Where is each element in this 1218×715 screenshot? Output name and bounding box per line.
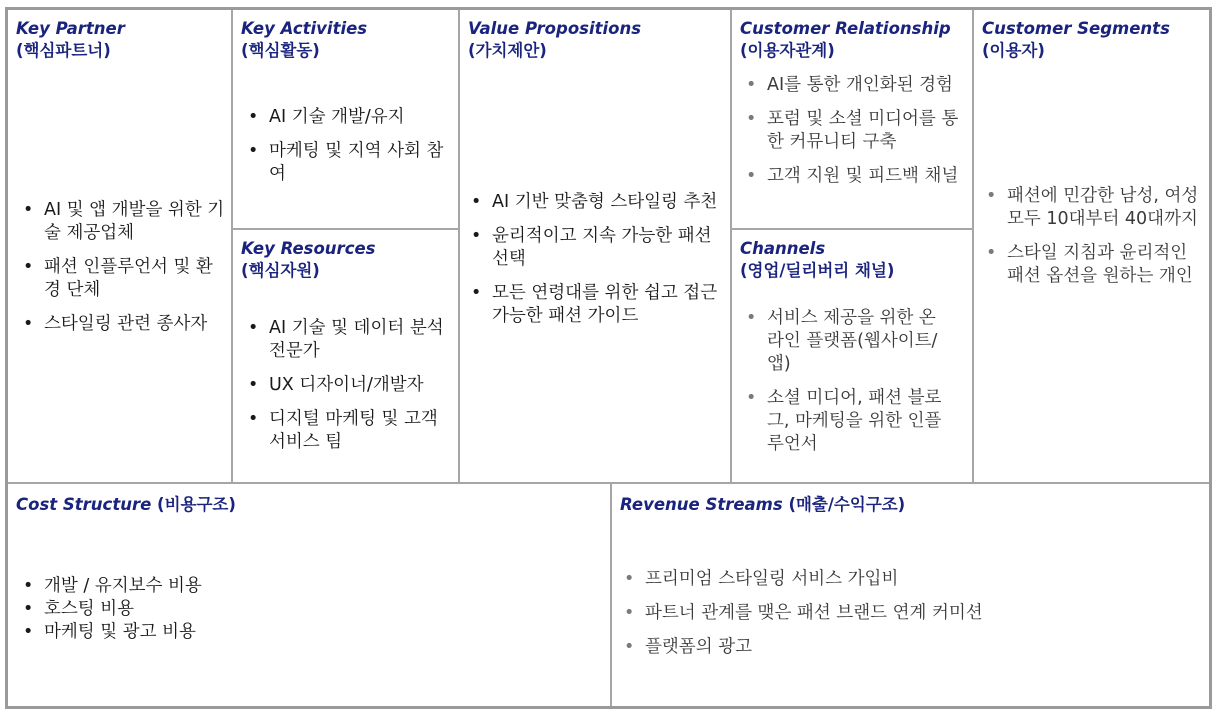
customer-relationship-title-ko: (이용자관계) — [740, 41, 835, 60]
key-resources-title — [241, 238, 375, 282]
channels-title-ko: (영업/딜리버리 채널) — [740, 261, 895, 280]
key-activities-title — [241, 18, 367, 62]
list-item: • 모든 연령대를 위한 쉽고 접근 가능한 패션 가이드 — [462, 282, 724, 328]
list-item: • 개발 / 유지보수 비용 — [14, 575, 574, 598]
business-model-canvas — [5, 7, 1212, 709]
key-partner-title-ko: (핵심파트너) — [16, 41, 111, 60]
cost-structure-list — [14, 575, 574, 644]
key-resources-list — [239, 317, 452, 465]
list-item: • 고객 지원 및 피드백 채널 — [737, 165, 969, 188]
channels-cell — [732, 230, 972, 482]
list-item: • 소셜 미디어, 패션 블로그, 마케팅을 위한 인플루언서 — [737, 387, 949, 456]
customer-segments-list — [977, 185, 1199, 299]
revenue-streams-cell — [612, 484, 1209, 706]
value-propositions-title — [468, 18, 641, 62]
customer-segments-title-en: Customer Segments — [982, 19, 1170, 38]
key-activities-title-ko: (핵심활동) — [241, 41, 320, 60]
key-resources-title-en: Key Resources — [241, 239, 376, 258]
value-propositions-list — [462, 191, 724, 339]
list-item: • 플랫폼의 광고 — [615, 636, 1185, 659]
customer-relationship-title — [740, 18, 951, 62]
list-item: • 마케팅 및 광고 비용 — [14, 621, 574, 644]
revenue-streams-list — [615, 568, 1185, 670]
value-propositions-title-en: Value Propositions — [468, 19, 642, 38]
list-item: • 포럼 및 소셜 미디어를 통한 커뮤니티 구축 — [737, 108, 969, 154]
key-resources-title-ko: (핵심자원) — [241, 261, 320, 280]
customer-relationship-cell — [732, 10, 972, 228]
customer-relationship-title-en: Customer Relationship — [740, 19, 951, 38]
list-item: • 서비스 제공을 위한 온라인 플랫폼(웹사이트/앱) — [737, 307, 949, 376]
list-item: • 호스팅 비용 — [14, 598, 574, 621]
list-item: • AI 및 앱 개발을 위한 기술 제공업체 — [14, 199, 228, 245]
channels-title — [740, 238, 894, 282]
key-activities-title-en: Key Activities — [241, 19, 368, 38]
key-partner-list — [14, 199, 228, 347]
revenue-streams-title-ko: (매출/수익구조) — [788, 495, 906, 514]
customer-segments-title — [982, 18, 1170, 62]
key-activities-list — [239, 106, 452, 197]
channels-title-en: Channels — [740, 239, 826, 258]
list-item: • 패션 인플루언서 및 환경 단체 — [14, 256, 228, 302]
list-item: • 스타일링 관련 종사자 — [14, 313, 228, 336]
list-item: • AI 기술 및 데이터 분석 전문가 — [239, 317, 452, 363]
cost-structure-title-ko: (비용구조) — [157, 495, 236, 514]
channels-list — [737, 307, 949, 467]
cost-structure-title-en: Cost Structure — [16, 495, 152, 514]
list-item: • 스타일 지침과 윤리적인 패션 옵션을 원하는 개인 — [977, 242, 1199, 288]
cost-structure-title — [16, 494, 236, 516]
list-item: • 마케팅 및 지역 사회 참여 — [239, 140, 452, 186]
customer-segments-title-ko: (이용자) — [982, 41, 1045, 60]
customer-relationship-list — [737, 74, 969, 199]
key-partner-cell — [8, 10, 231, 482]
value-propositions-cell — [460, 10, 730, 482]
list-item: • AI 기술 개발/유지 — [239, 106, 452, 129]
customer-segments-cell — [974, 10, 1209, 482]
key-activities-cell — [233, 10, 458, 228]
list-item: • 파트너 관계를 맺은 패션 브랜드 연계 커미션 — [615, 602, 1185, 625]
key-resources-cell — [233, 230, 458, 482]
list-item: • 패션에 민감한 남성, 여성 모두 10대부터 40대까지 — [977, 185, 1199, 231]
list-item: • AI 기반 맞춤형 스타일링 추천 — [462, 191, 724, 214]
revenue-streams-title — [620, 494, 905, 516]
list-item: • 윤리적이고 지속 가능한 패션 선택 — [462, 225, 724, 271]
cost-structure-cell — [8, 484, 610, 706]
list-item: • UX 디자이너/개발자 — [239, 374, 452, 397]
list-item: • 프리미엄 스타일링 서비스 가입비 — [615, 568, 1185, 591]
list-item: • 디지털 마케팅 및 고객 서비스 팀 — [239, 408, 452, 454]
value-propositions-title-ko: (가치제안) — [468, 41, 547, 60]
key-partner-title-en: Key Partner — [16, 19, 125, 38]
key-partner-title — [16, 18, 125, 62]
revenue-streams-title-en: Revenue Streams — [620, 495, 783, 514]
list-item: • AI를 통한 개인화된 경험 — [737, 74, 969, 97]
